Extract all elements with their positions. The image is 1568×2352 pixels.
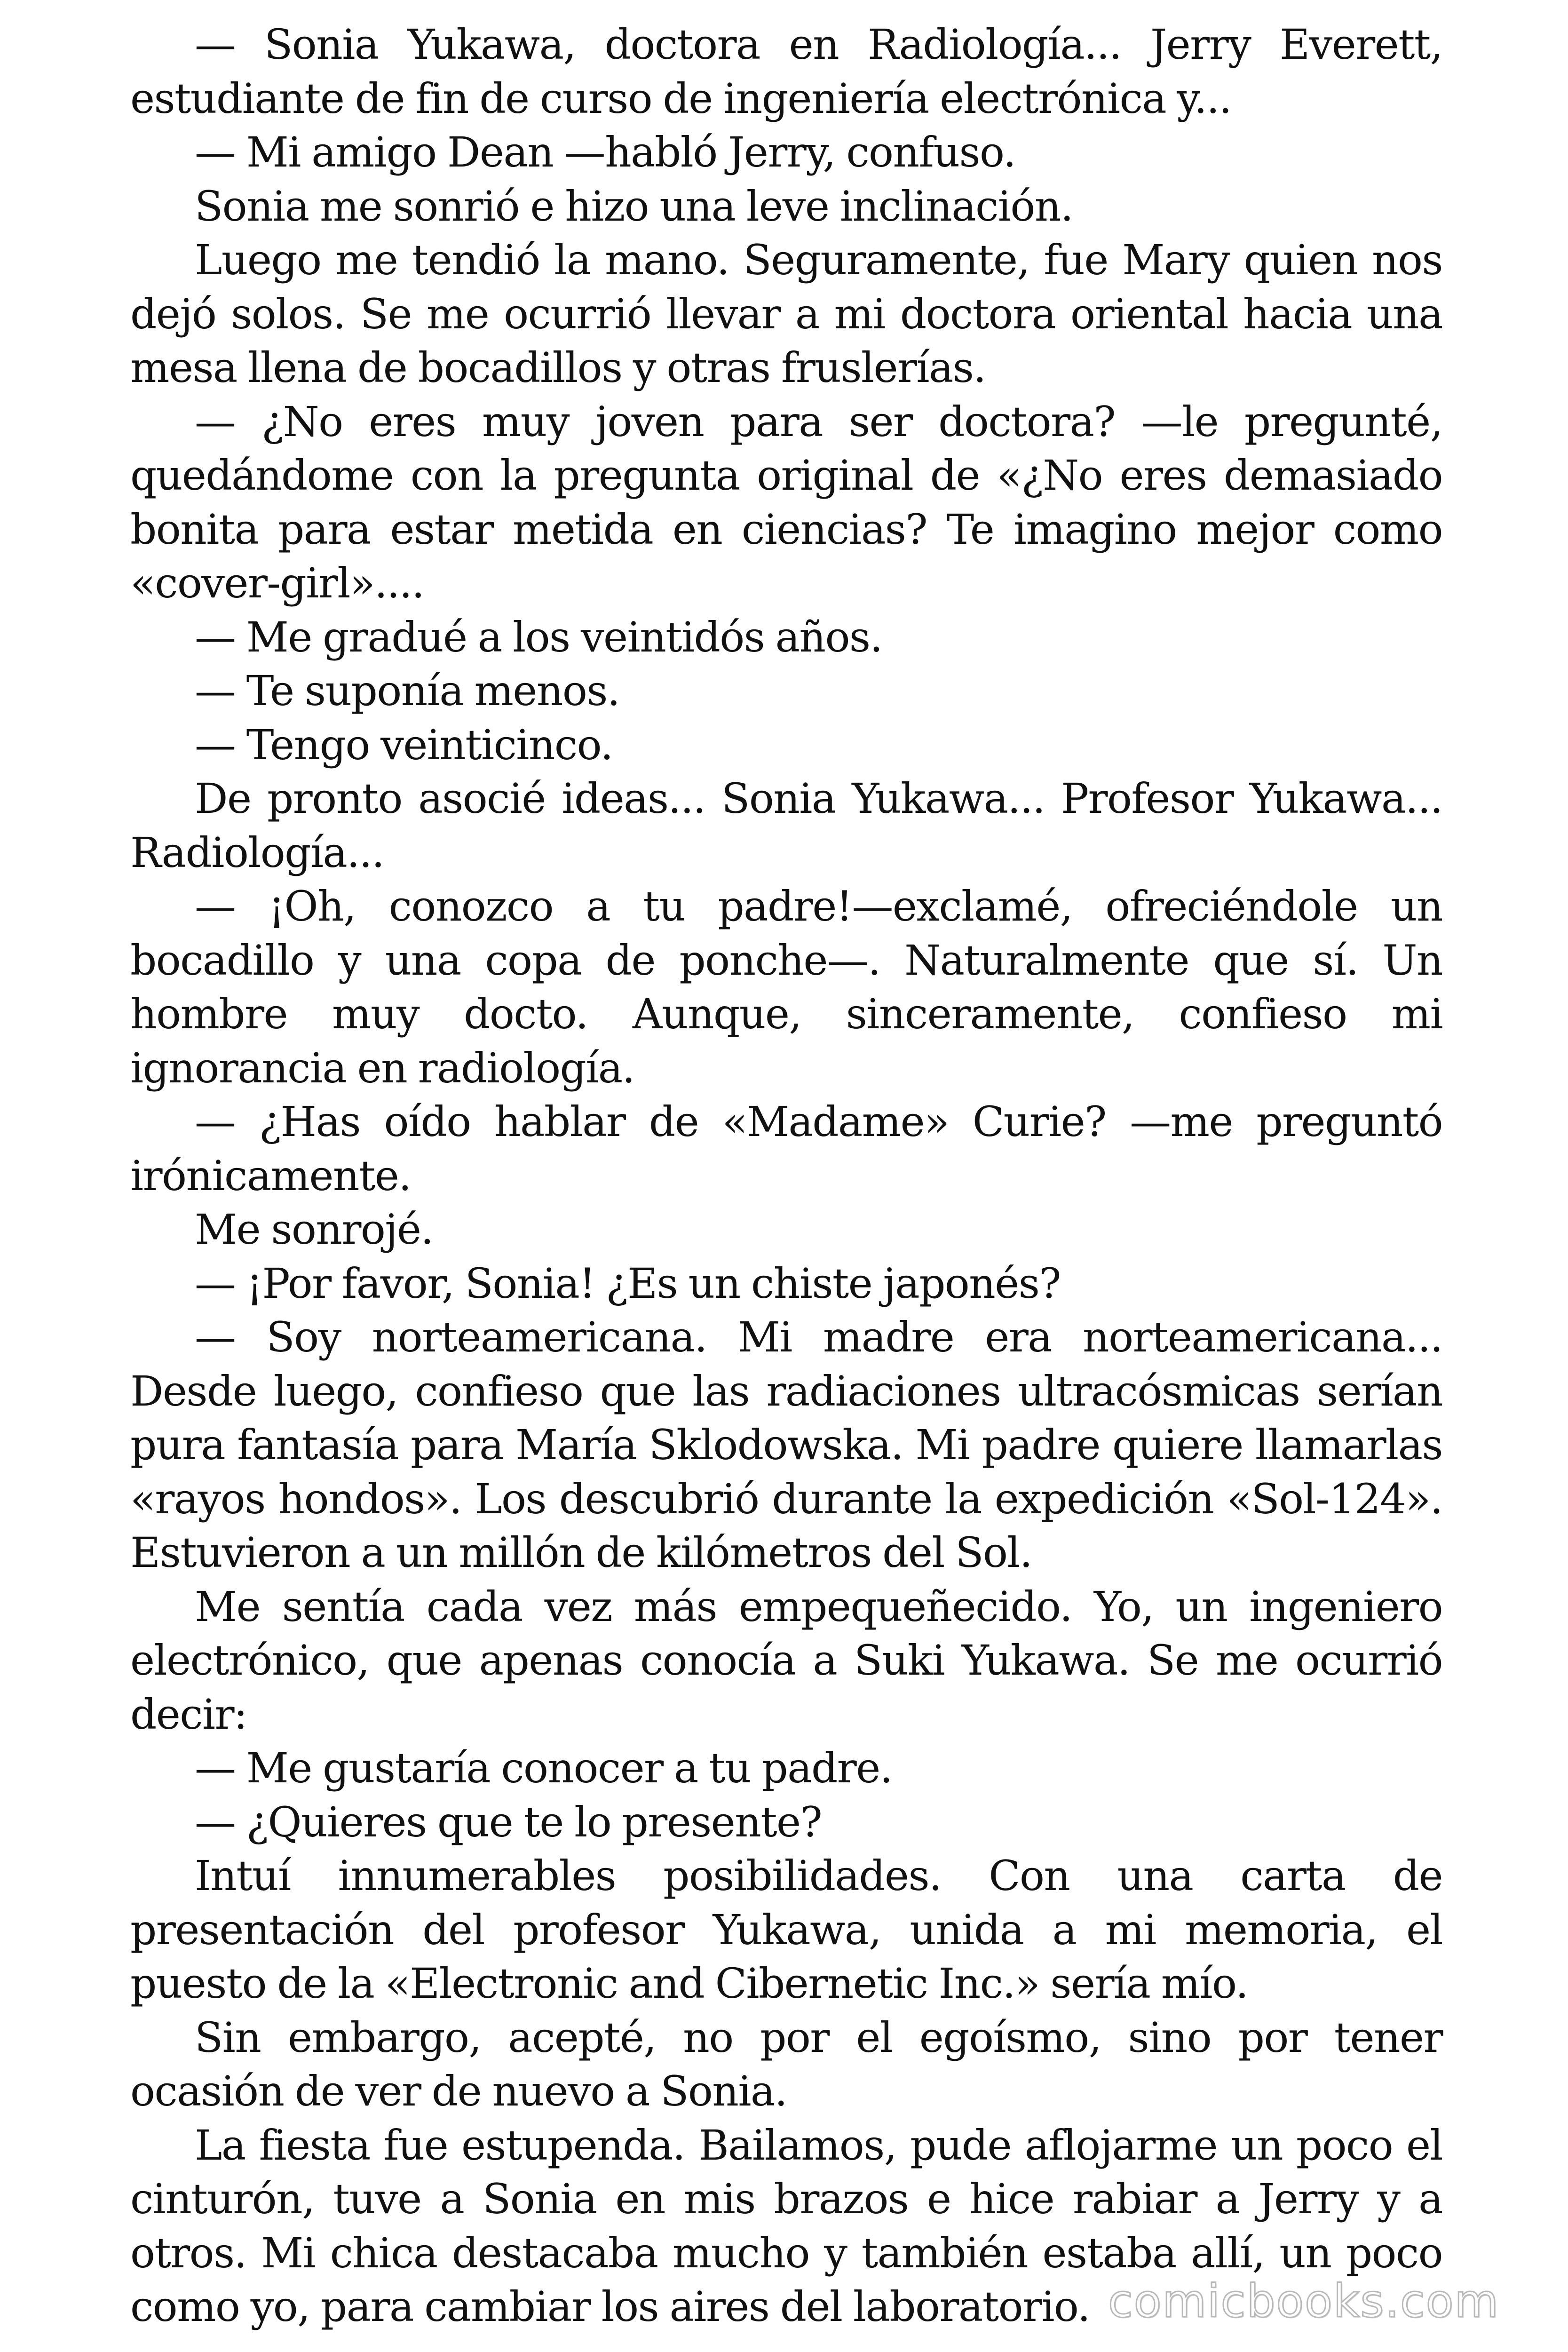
paragraph: Sonia me sonrió e hizo una leve inclinación.	[195, 182, 1073, 230]
paragraph: Luego me tendió la mano. Seguramente, fue Mary quien nos dejó solos. Se me ocurrió llevar a mi doctora oriental hacia una mesa llena de bocadillos y otras fruslerías.	[130, 236, 1442, 392]
paragraph: — ¿Quieres que te lo presente?	[195, 1797, 822, 1846]
paragraph: Intuí innumerables posibilidades. Con una carta de presentación del profesor Yukawa, unida a mi memoria, el puesto de la «Electronic and Cibernetic Inc.» sería mío.	[130, 1851, 1442, 2008]
paragraph: — ¿Has oído hablar de «Madame» Curie? —me preguntó irónicamente.	[130, 1097, 1442, 1200]
paragraph: Me sonrojé.	[195, 1205, 433, 1254]
page-body	[130, 18, 1442, 2334]
paragraph: — Sonia Yukawa, doctora en Radiología... Jerry Everett, estudiante de fin de curso de ingeniería electrónica y...	[130, 20, 1442, 123]
paragraph: — Soy norteamericana. Mi madre era norteamericana... Desde luego, confieso que las radiaciones ultracósmicas serían pura fantasía para María Sklodowska. Mi padre quiere llamarlas «rayos hondos». Los descubrió durante la expedición «Sol-124». Estuvieron a un millón de kilómetros del Sol.	[130, 1313, 1442, 1577]
paragraph: — Tengo veinticinco.	[195, 720, 613, 769]
paragraph: Sin embargo, acepté, no por el egoísmo, sino por tener ocasión de ver de nuevo a Sonia.	[130, 2013, 1442, 2115]
paragraph: — Me gradué a los veintidós años.	[195, 612, 882, 661]
paragraph: — ¡Oh, conozco a tu padre!—exclamé, ofreciéndole un bocadillo y una copa de ponche—. Naturalmente que sí. Un hombre muy docto. Aunque, sinceramente, confieso mi ignorancia en radiología.	[130, 882, 1442, 1092]
watermark: comicbooks.com	[1108, 2275, 1499, 2328]
paragraph: — ¿No eres muy joven para ser doctora? —le pregunté, quedándome con la pregunta original de «¿No eres demasiado bonita para estar metida en ciencias? Te imagino mejor como «cover-girl»....	[130, 397, 1442, 607]
paragraph: — Me gustaría conocer a tu padre.	[195, 1744, 892, 1792]
paragraph: La fiesta fue estupenda. Bailamos, pude aflojarme un poco el cinturón, tuve a Sonia en mis brazos e hice rabiar a Jerry y a otros. Mi chica destacaba mucho y también estaba allí, un poco como yo, para cambiar los aires del laboratorio.	[130, 2121, 1442, 2331]
paragraph: — ¡Por favor, Sonia! ¿Es un chiste japonés?	[195, 1259, 1061, 1308]
paragraph: Me sentía cada vez más empequeñecido. Yo, un ingeniero electrónico, que apenas conocía a Suki Yukawa. Se me ocurrió decir:	[130, 1582, 1442, 1739]
paragraph: De pronto asocié ideas... Sonia Yukawa... Profesor Yukawa... Radiología...	[130, 774, 1442, 877]
paragraph: — Te suponía menos.	[195, 667, 620, 715]
paragraph: — Mi amigo Dean —habló Jerry, confuso.	[195, 128, 1016, 176]
